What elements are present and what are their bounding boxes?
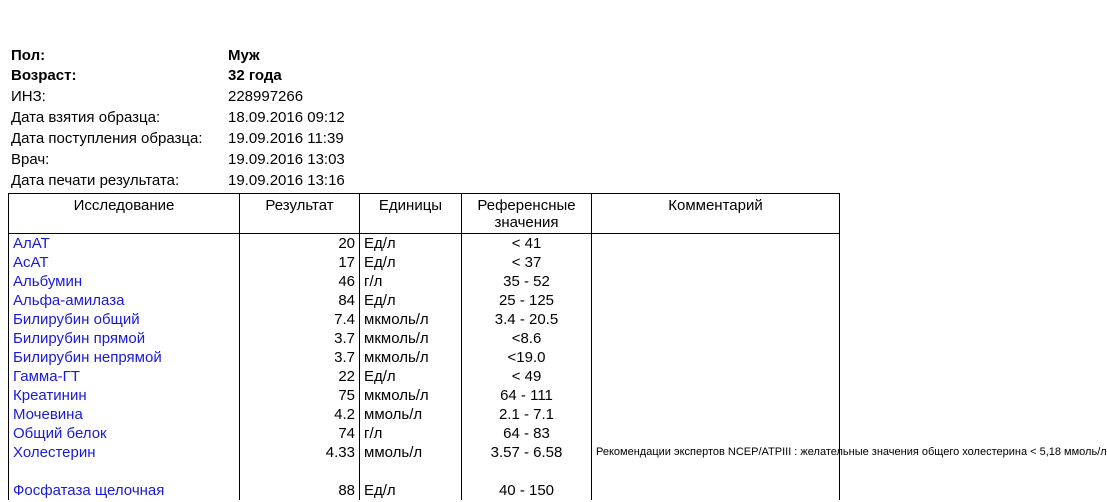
test-units: Ед/л [360, 367, 462, 386]
test-comment [592, 310, 840, 329]
inz-value: 228997266 [228, 88, 304, 105]
test-comment [592, 291, 840, 310]
sex-value: Муж [228, 47, 260, 64]
print-date-value: 19.09.2016 13:16 [228, 172, 345, 189]
table-row [9, 348, 840, 367]
results-table [8, 193, 1107, 500]
test-units: мкмоль/л [360, 348, 462, 367]
test-units: Ед/л [360, 253, 462, 272]
test-result: 17 [240, 253, 360, 272]
test-comment [592, 329, 840, 348]
test-name[interactable]: Альфа-амилаза [9, 291, 240, 310]
test-name[interactable]: Гамма-ГТ [9, 367, 240, 386]
test-reference: 64 - 83 [462, 424, 592, 443]
test-units: Ед/л [360, 291, 462, 310]
sex-label: Пол: [11, 47, 46, 64]
test-units: г/л [360, 424, 462, 443]
table-row [9, 253, 840, 272]
test-reference: 25 - 125 [462, 291, 592, 310]
test-name[interactable]: Холестерин [9, 443, 240, 481]
table-row [9, 329, 840, 348]
header-reference [462, 194, 592, 234]
test-units: Ед/л [360, 481, 462, 500]
test-name[interactable]: Креатинин [9, 386, 240, 405]
test-reference: < 37 [462, 253, 592, 272]
test-name[interactable]: Фосфатаза щелочная [9, 481, 240, 500]
table-row [9, 234, 840, 254]
inz-label: ИНЗ: [11, 88, 46, 105]
test-result: 7.4 [240, 310, 360, 329]
test-name[interactable]: Альбумин [9, 272, 240, 291]
table-row [9, 443, 840, 481]
sample-taken-value: 18.09.2016 09:12 [228, 109, 345, 126]
test-result: 74 [240, 424, 360, 443]
test-name[interactable]: Билирубин непрямой [9, 348, 240, 367]
doctor-value: 19.09.2016 13:03 [228, 151, 345, 168]
header-result: Результат [240, 194, 360, 234]
test-comment [592, 405, 840, 424]
table-row [9, 291, 840, 310]
header-comment: Комментарий [592, 194, 840, 234]
table-row [9, 310, 840, 329]
test-name[interactable]: Билирубин прямой [9, 329, 240, 348]
header-reference-line1: Референсные [477, 197, 576, 214]
test-result: 3.7 [240, 348, 360, 367]
doctor-label: Врач: [11, 151, 50, 168]
test-comment [592, 367, 840, 386]
test-reference: <8.6 [462, 329, 592, 348]
table-row [9, 272, 840, 291]
table-row [9, 367, 840, 386]
test-comment [592, 234, 840, 254]
test-comment: Рекомендации экспертов NCEP/ATPIII : желательные значения общего холестерина < 5,18 ммоль/л [592, 443, 840, 481]
test-comment [592, 272, 840, 291]
test-comment [592, 253, 840, 272]
table-row [9, 386, 840, 405]
test-reference: < 49 [462, 367, 592, 386]
test-result: 20 [240, 234, 360, 254]
test-name[interactable]: Общий белок [9, 424, 240, 443]
print-date-label: Дата печати результата: [11, 172, 180, 189]
test-reference: 3.57 - 6.58 [462, 443, 592, 481]
test-result: 3.7 [240, 329, 360, 348]
test-comment [592, 481, 840, 500]
test-reference: 64 - 111 [462, 386, 592, 405]
test-units: ммоль/л [360, 443, 462, 481]
test-reference: < 41 [462, 234, 592, 254]
table-row [9, 424, 840, 443]
test-reference: 3.4 - 20.5 [462, 310, 592, 329]
age-label: Возраст: [11, 67, 77, 84]
test-units: ммоль/л [360, 405, 462, 424]
table-header-row [9, 194, 840, 234]
test-name[interactable]: Билирубин общий [9, 310, 240, 329]
test-reference: <19.0 [462, 348, 592, 367]
test-comment [592, 424, 840, 443]
test-comment [592, 348, 840, 367]
test-result: 4.33 [240, 443, 360, 481]
age-value: 32 года [228, 67, 282, 84]
header-test: Исследование [9, 194, 240, 234]
header-reference-line2: значения [494, 214, 559, 231]
test-comment [592, 386, 840, 405]
test-result: 88 [240, 481, 360, 500]
header-units: Единицы [360, 194, 462, 234]
sample-taken-label: Дата взятия образца: [11, 109, 161, 126]
sample-received-label: Дата поступления образца: [11, 130, 203, 147]
test-units: Ед/л [360, 234, 462, 254]
test-units: г/л [360, 272, 462, 291]
sample-received-value: 19.09.2016 11:39 [228, 130, 344, 147]
test-name[interactable]: АсАТ [9, 253, 240, 272]
test-units: мкмоль/л [360, 329, 462, 348]
test-units: мкмоль/л [360, 386, 462, 405]
test-name[interactable]: Мочевина [9, 405, 240, 424]
table-row [9, 481, 840, 500]
test-result: 84 [240, 291, 360, 310]
test-units: мкмоль/л [360, 310, 462, 329]
test-reference: 40 - 150 [462, 481, 592, 500]
test-result: 75 [240, 386, 360, 405]
test-result: 4.2 [240, 405, 360, 424]
table-row [9, 405, 840, 424]
test-result: 22 [240, 367, 360, 386]
test-reference: 35 - 52 [462, 272, 592, 291]
test-reference: 2.1 - 7.1 [462, 405, 592, 424]
test-result: 46 [240, 272, 360, 291]
test-name[interactable]: АлАТ [9, 234, 240, 254]
